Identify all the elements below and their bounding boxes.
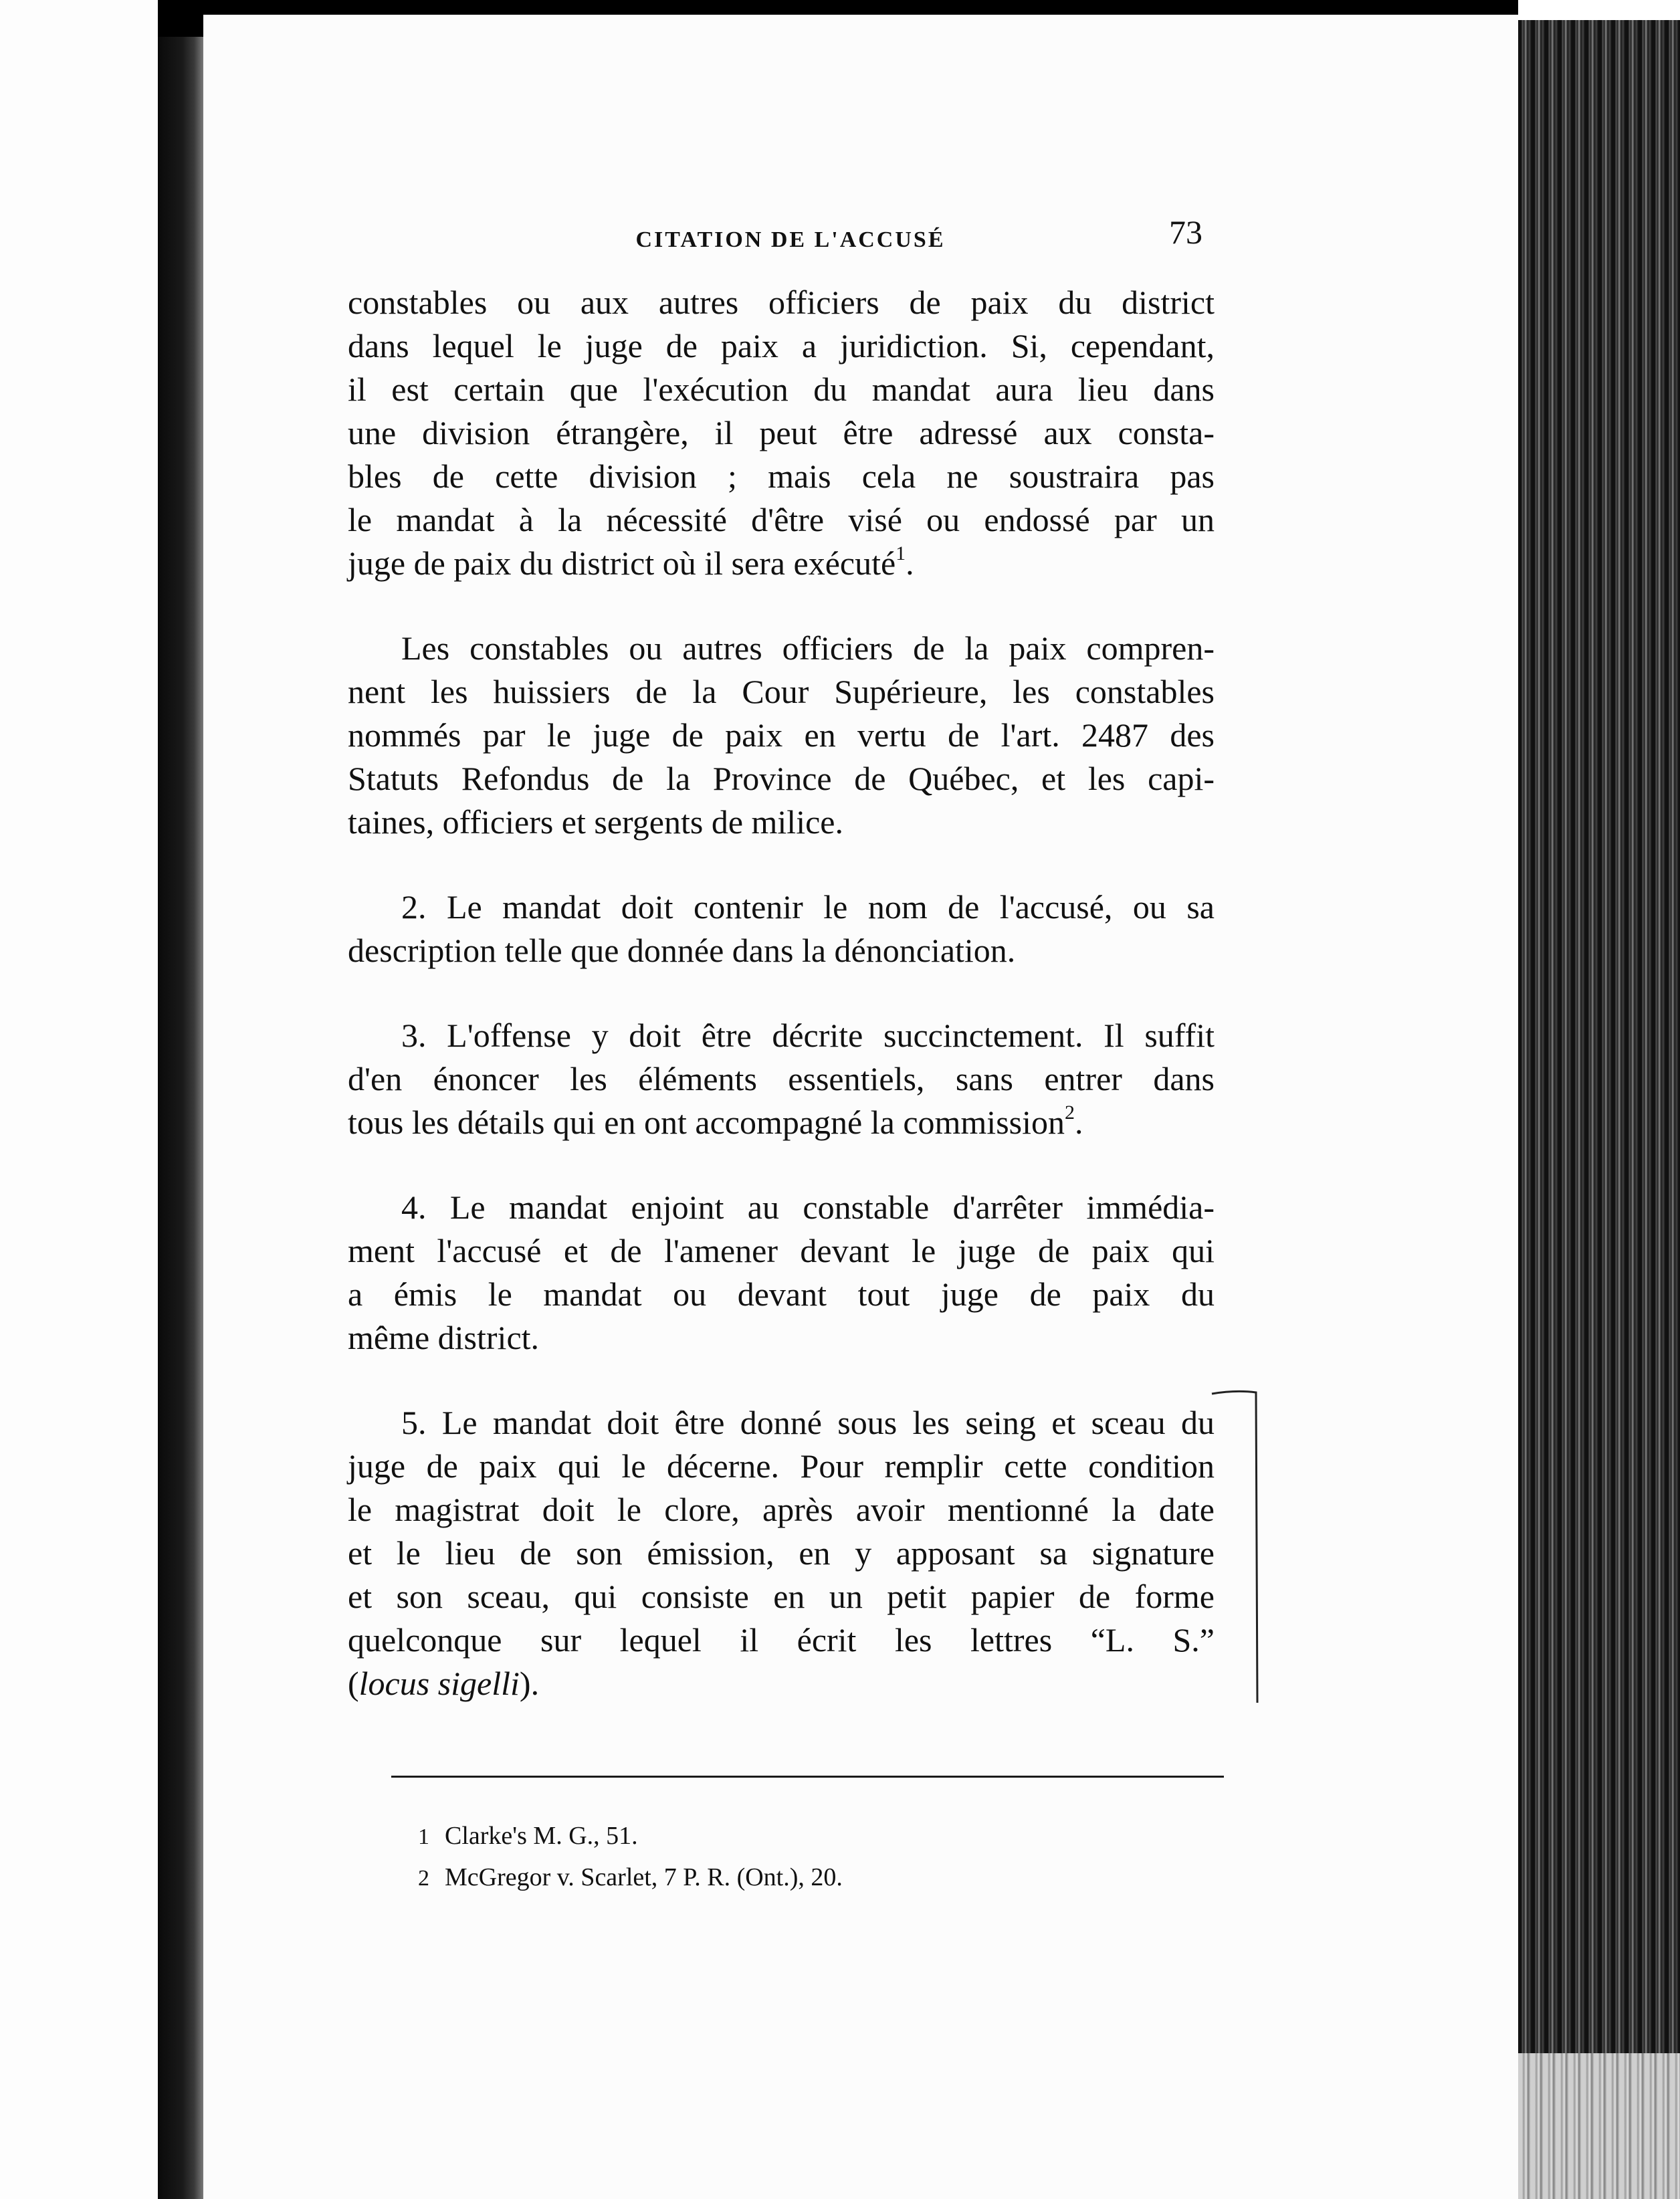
text-line: (locus sigelli). <box>348 1665 540 1702</box>
footnote-divider <box>391 1776 1224 1778</box>
text-line: juge de paix du district où il sera exécuté$^1$. <box>348 542 914 582</box>
paragraph <box>348 885 1215 972</box>
paragraph <box>348 1401 1215 1705</box>
footnote: 2 McGregor v. Scarlet, 7 P. R. (Ont.), 20. <box>418 1863 843 1891</box>
text-line: nommés par le juge de paix en vertu de l'art. 2487 des <box>348 716 1215 754</box>
text-line: nent les huissiers de la Cour Supérieure, les constables <box>348 673 1215 710</box>
text-line: Statuts Refondus de la Province de Québec, et les capi- <box>348 760 1215 797</box>
paragraph <box>348 1014 1215 1144</box>
margin-bracket-mark <box>1209 1388 1263 1709</box>
text-line: ment l'accusé et de l'amener devant le juge de paix qui <box>348 1232 1215 1269</box>
page-edges-top <box>1518 0 1680 20</box>
page-edges-bottom <box>1518 2053 1680 2199</box>
text-line: le mandat à la nécessité d'être visé ou endossé par un <box>348 501 1215 538</box>
text-line: d'en énoncer les éléments essentiels, sans entrer dans <box>348 1060 1215 1097</box>
text-line: bles de cette division ; mais cela ne soustraira pas <box>348 457 1215 495</box>
body-text <box>348 281 1215 1705</box>
footnote-ref: 1 <box>896 542 906 565</box>
text-line: Les constables ou autres officiers de la paix compren- <box>401 629 1215 667</box>
page-edges <box>1518 0 1680 2199</box>
paragraph <box>348 281 1215 585</box>
page-number: 73 <box>1169 213 1202 251</box>
scan-left-margin <box>0 0 158 2199</box>
footnote: 1 Clarke's M. G., 51. <box>418 1822 638 1850</box>
text-line: a émis le mandat ou devant tout juge de paix du <box>348 1275 1215 1313</box>
text-line: description telle que donnée dans la dénonciation. <box>348 932 1016 969</box>
text-line: juge de paix qui le décerne. Pour remplir cette condition <box>348 1447 1215 1485</box>
text-line: et son sceau, qui consiste en un petit papier de forme <box>348 1578 1215 1615</box>
running-title: CITATION DE L'ACCUSÉ <box>635 227 946 252</box>
text-line: tous les détails qui en ont accompagné la commission$^2$. <box>348 1102 1083 1141</box>
text-line: et le lieu de son émission, en y apposant sa signature <box>348 1534 1215 1572</box>
paragraph <box>348 1186 1215 1360</box>
text-line: le magistrat doit le clore, après avoir mentionné la date <box>348 1491 1215 1528</box>
text-line: il est certain que l'exécution du mandat aura lieu dans <box>348 371 1215 408</box>
text-line: taines, officiers et sergents de milice. <box>348 803 843 841</box>
text-line: constables ou aux autres officiers de paix du district <box>348 284 1215 321</box>
paragraph <box>348 627 1215 844</box>
text-line: une division étrangère, il peut être adressé aux consta- <box>348 414 1215 451</box>
text-line: quelconque sur lequel il écrit les lettres “L. S.” <box>348 1621 1215 1659</box>
text-line: 4. Le mandat enjoint au constable d'arrêter immédia- <box>401 1188 1215 1226</box>
book-gutter <box>158 37 203 2199</box>
text-line: 3. L'offense y doit être décrite succinctement. Il suffit <box>401 1017 1215 1054</box>
text-line: 5. Le mandat doit être donné sous les seing et sceau du <box>401 1404 1215 1441</box>
text-line: même district. <box>348 1319 540 1356</box>
text-line: dans lequel le juge de paix a juridiction. Si, cependant, <box>348 327 1215 364</box>
footnotes <box>418 1816 1154 1899</box>
footnote-ref: 2 <box>1065 1102 1075 1124</box>
text-line: 2. Le mandat doit contenir le nom de l'accusé, ou sa <box>401 888 1215 926</box>
